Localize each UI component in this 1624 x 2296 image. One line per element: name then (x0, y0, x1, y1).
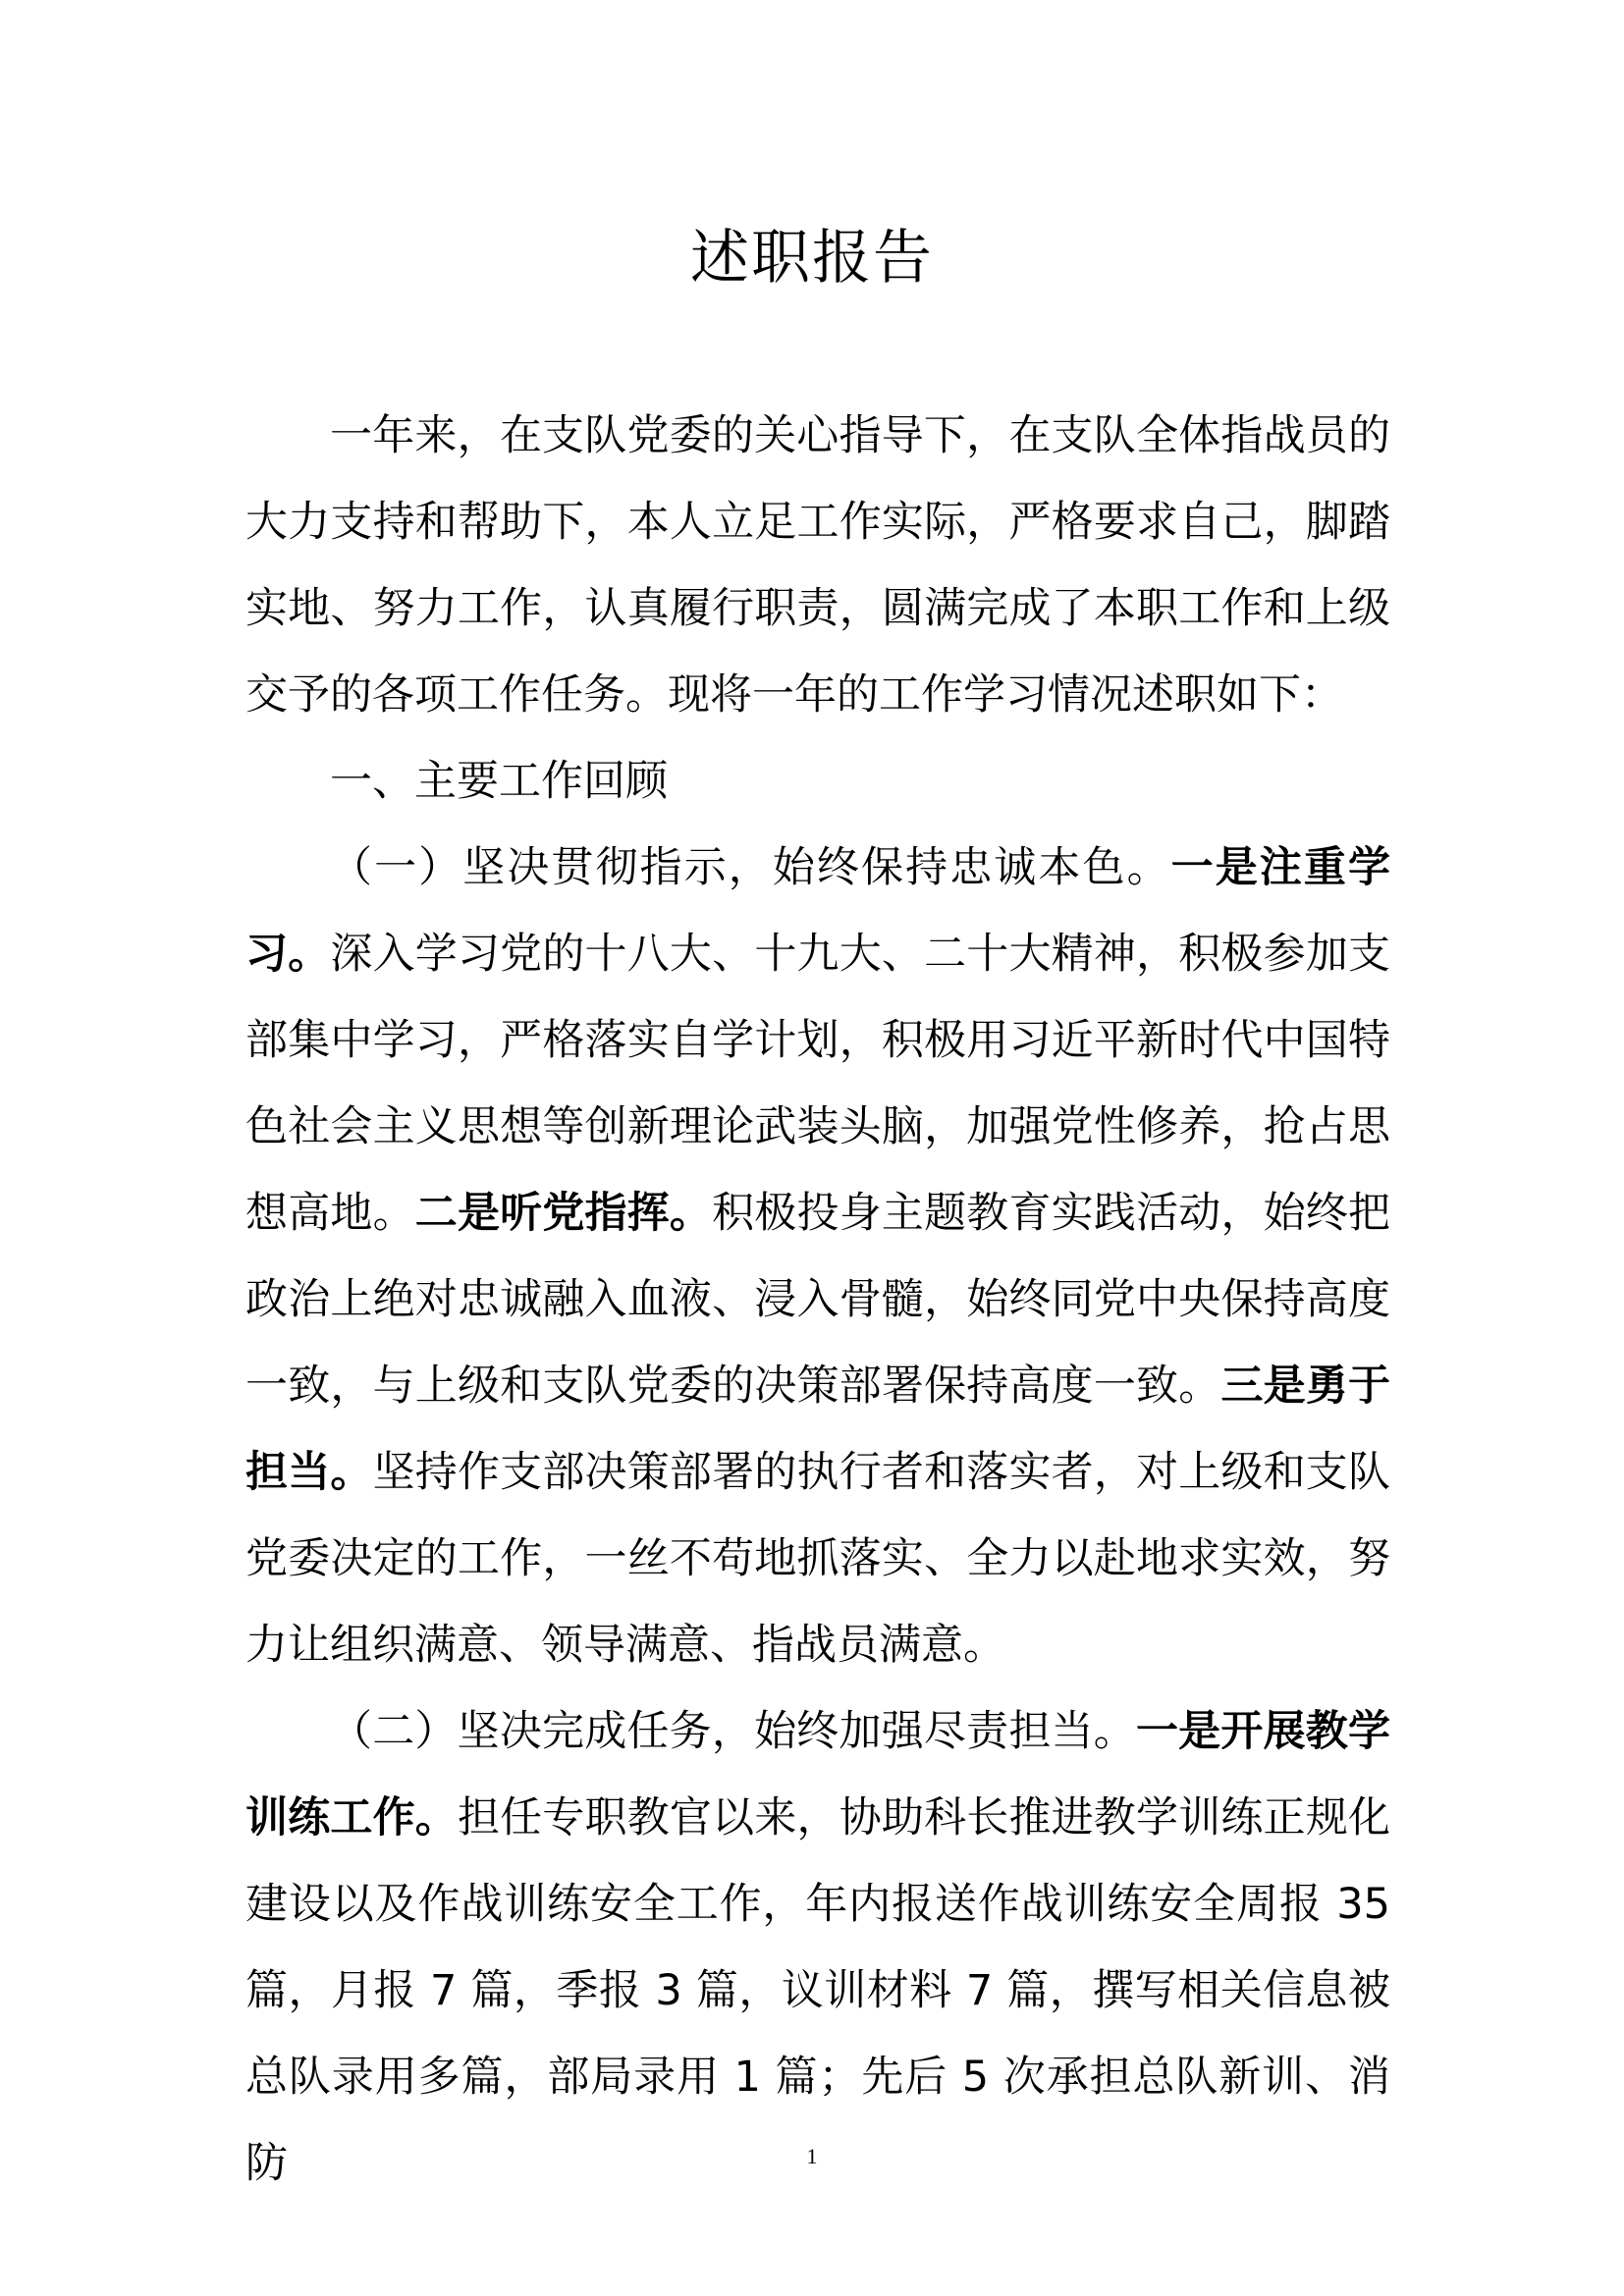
page-title: 述职报告 (690, 224, 934, 293)
paragraph-loyalty (245, 825, 1390, 1688)
point-text: 坚持作支部决策部署的执行者和落实者，对上级和支队党委决定的工作，一丝不苟地抓落实、全力以赴地求实效，努力让组织满意、领导满意、指战员满意。 (245, 1448, 1391, 1670)
point-heading: 一是注重学习。 (245, 843, 1391, 979)
section-heading: 一、主要工作回顾 (330, 757, 668, 806)
paragraph-tasks (245, 1688, 1390, 2207)
point-text: 深入学习党的十八大、十九大、二十大精神，积极参加支部集中学习，严格落实自学计划，积极用习近平新时代中国特色社会主义思想等创新理论武装头脑，加强党性修养，抢占思想高地。 (245, 930, 1391, 1238)
paragraph-lead: （二）坚决完成任务，始终加强尽责担当。 (330, 1707, 1136, 1756)
point-heading: 三是勇于担当。 (245, 1362, 1391, 1497)
point-text: 积极投身主题教育实践活动，始终把政治上绝对忠诚融入血液、浸入骨髓，始终同党中央保持高度一致，与上级和支队党委的决策部署保持高度一致。 (245, 1189, 1391, 1411)
page-number: 1 (806, 2144, 818, 2168)
point-heading: 二是听党指挥。 (414, 1189, 713, 1238)
document-body (245, 393, 1390, 2207)
point-heading: 一是开展教学训练工作。 (245, 1707, 1391, 1842)
point-text: 担任专职教官以来，协助科长推进教学训练正规化建设以及作战训练安全工作，年内报送作战训练安全周报 35 篇，月报 7 篇，季报 3 篇，议训材料 7 篇，撰写相关信息被总队录用多篇，部局录用 1 篇；先后 5 次承担总队新训、消防 (245, 1793, 1391, 2188)
paragraph-lead: （一）坚决贯彻指示，始终保持忠诚本色。 (330, 843, 1171, 892)
intro-paragraph: 一年来，在支队党委的关心指导下，在支队全体指战员的大力支持和帮助下，本人立足工作实际，严格要求自己，脚踏实地、努力工作，认真履行职责，圆满完成了本职工作和上级交予的各项工作任务。现将一年的工作学习情况述职如下： (245, 411, 1390, 720)
